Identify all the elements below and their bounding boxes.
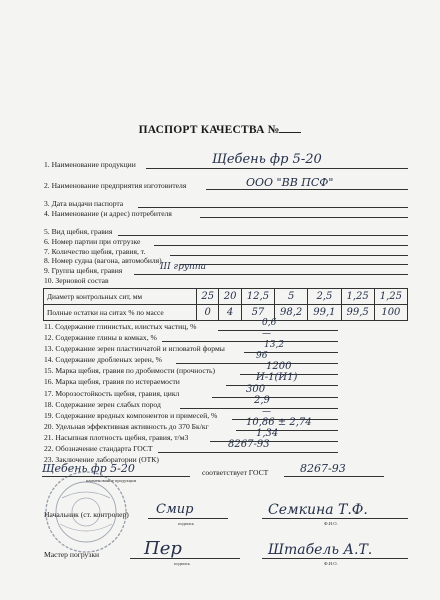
loader-signature: Пер — [144, 538, 182, 559]
item-group: 9. Группа щебня, гравия — [44, 266, 123, 275]
controller-signature: Смир — [156, 502, 194, 517]
item-bulk-density: 21. Насыпная плотность щебня, гравия, т/м3 — [44, 433, 189, 442]
controller-sign-caption: подпись — [178, 521, 195, 526]
value-flaky-grains: 13,2 — [264, 340, 285, 350]
item-consumer: 4. Наименование (и адрес) потребителя — [44, 209, 172, 218]
value-clay-particles: 0,6 — [262, 318, 277, 328]
controller-name-caption: Ф.И.О. — [324, 521, 338, 526]
item-crushability: 15. Марка щебня, гравия по дробимости (прочность) — [44, 366, 216, 375]
value-bulk-density: 1,34 — [256, 428, 279, 439]
item-abrasion: 16. Марка щебня, гравия по истераемости — [44, 377, 180, 386]
controller-label: Начальник (ст. контролер) — [44, 510, 129, 519]
table-row: Диаметр контрольных сит, мм 25 20 12,5 5 2,5 1,25 1,25 — [44, 289, 408, 305]
loader-name: Штабель А.Т. — [268, 542, 373, 558]
value-crushed-grains: 96 — [256, 351, 268, 361]
loader-name-caption: Ф.И.О. — [324, 561, 338, 566]
conclusion-caption: наименование продукции — [86, 478, 137, 483]
value-crushability: 1200 — [266, 361, 292, 372]
value-manufacturer: ООО "ВВ ПСФ" — [246, 176, 334, 189]
controller-name: Семкина Т.Ф. — [268, 502, 368, 518]
number-blank — [279, 123, 301, 133]
item-quantity: 7. Количество щебня, гравия, т. — [44, 247, 146, 256]
item-batch: 6. Номер партии при отгрузке — [44, 237, 141, 246]
item-type: 5. Вид щебня, гравия — [44, 227, 113, 236]
item-lab-conclusion: 23. Заключение лаборатории (ОТК) — [44, 455, 159, 464]
value-abrasion: И-1(И1) — [256, 372, 298, 383]
item-vehicle: 8. Номер судна (вагона, автомобиля) — [44, 256, 162, 265]
item-product: 1. Наименование продукции — [44, 160, 136, 169]
conclusion-gost: 8267-93 — [300, 462, 346, 475]
value-frost-resistance: 300 — [246, 384, 266, 395]
item-harmful-components: 19. Содержание вредных компонентов и примесей, % — [44, 411, 218, 420]
item-weak-grains: 18. Содержание зерен слабых пород — [44, 400, 161, 409]
item-clay-particles: 11. Содержание глинистых, илистых частиц, % — [44, 322, 197, 331]
value-radioactivity: 10,86 ± 2,74 — [246, 417, 312, 428]
sieve-table — [43, 288, 408, 321]
item-issue-date: 3. Дата выдачи паспорта — [44, 199, 124, 208]
title-text: ПАСПОРТ КАЧЕСТВА № — [138, 124, 280, 136]
value-gost: 8267-93 — [228, 439, 270, 450]
item-manufacturer: 2. Наименование предприятия изготовителя — [44, 181, 187, 190]
value-harmful-components: — — [262, 407, 271, 417]
document-title — [0, 123, 440, 136]
item-flaky-grains: 13. Содержание зерен пластинчатой и игловатой формы — [44, 344, 225, 353]
value-clay-lumps: — — [262, 329, 271, 339]
item-gost: 22. Обозначение стандарта ГОСТ — [44, 444, 153, 453]
conclusion-product: Щебень фр 5-20 — [42, 462, 135, 475]
item-crushed-grains: 14. Содержание дробленых зерен, % — [44, 355, 162, 364]
item-radioactivity: 20. Удельная эффективная активность до 370 Бк/кг — [44, 422, 209, 431]
conclusion-text: соответствует ГОСТ — [202, 468, 269, 477]
item-grain-composition: 10. Зерновой состав — [44, 276, 109, 285]
loader-sign-caption: подпись — [174, 561, 191, 566]
table-row: Полные остатки на ситах % по массе 0 4 57 98,2 99,1 99,5 100 — [44, 305, 408, 321]
item-frost-resistance: 17. Морозостойкость щебня, гравия, цикл — [44, 389, 180, 398]
value-weak-grains: 2,9 — [254, 395, 270, 406]
loader-label: Мастер погрузки — [44, 550, 100, 559]
value-product: Щебень фр 5-20 — [212, 152, 322, 167]
value-group: III группа — [160, 262, 207, 272]
item-clay-lumps: 12. Содержание глины в комках, % — [44, 333, 157, 342]
